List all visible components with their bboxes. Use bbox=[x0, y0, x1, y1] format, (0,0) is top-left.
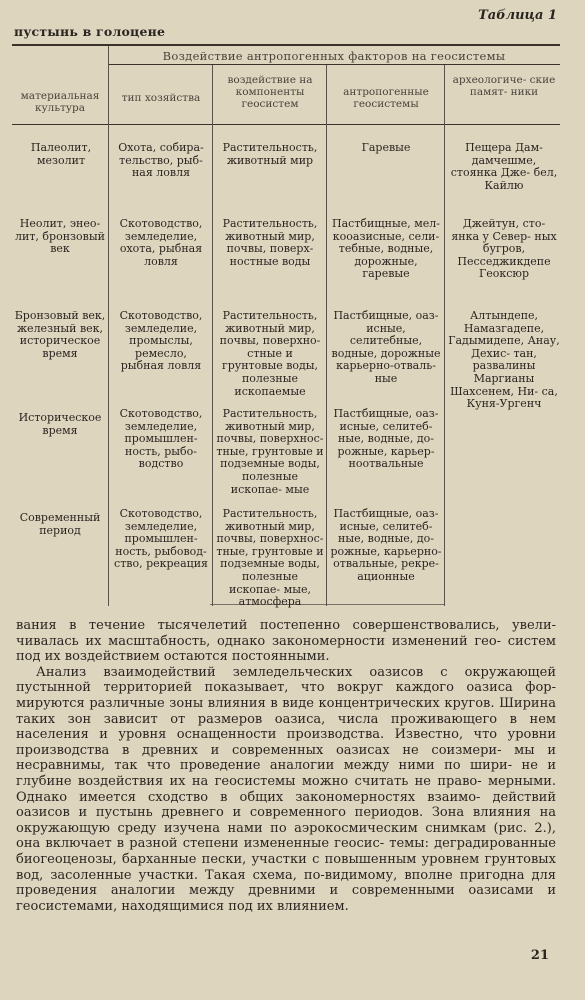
column-header-culture: материальная культура bbox=[20, 90, 100, 114]
table-label: Таблица 1 bbox=[478, 8, 557, 23]
column-header-impact: воздействие на компоненты геосистем bbox=[227, 74, 313, 110]
table-cell-economy: Скотоводство, земледелие, промыслы, ремесло, рыбная ловля bbox=[119, 309, 203, 373]
paragraph: Анализ взаимодействий земледельческих оазисов с окружающей пустынной территорией показывает, что вокруг каждого оазиса фор- мируются различные зоны влияния в виде концентрических кругов. Ширина таких зон зависит от размеров оазиса, числа проживающего в нем населения и уровня оснащенности производства. Известно, что уровни производства в древних и современных оазисах не соизмери- мы и несравнимы, так что проведение аналогии между ними по шири- не и глубине воздействия их на геосистемы можно считать не право- мерными. Однако имеется сходство в общих закономерностях взаимо- действий оазисов и пустынь древнего и современного периодов. Зона влияния на окружающую среду изучена нами по аэрокосмическим снимкам (рис. 2.), она включает в разной степени измененные геосис- темы: деградированные биогеоценозы, барханные пески, участки с повышенным уровнем грунтовых вод, засоленные участки. Такая схема, по-видимому, вполне пригодна для проведения аналогии между древними и современными оазисами и геосистемами, находящимися под их влиянием. bbox=[16, 664, 556, 914]
table-cell-sites: Пещера Дам- дамчешме, стоянка Дже- бел, Кайлю bbox=[450, 141, 558, 192]
column-header-sites: археологиче- ские памят- ники bbox=[452, 74, 556, 98]
column-divider bbox=[444, 65, 445, 606]
table-cell-culture: Историческое время bbox=[18, 411, 102, 437]
table-cell-sites: Алтындепе, Намазгадепе, Гадымидепе, Анау, Дехис- тан, развалины Маргианы Шахсенем, Ни- са, Куня-Ургенч bbox=[448, 309, 560, 411]
body-text bbox=[16, 618, 556, 914]
page-number: 21 bbox=[530, 948, 549, 963]
table-cell-geosystems: Гаревые bbox=[361, 141, 411, 154]
table-cell-economy: Скотоводство, земледелие, охота, рыбная ловля bbox=[119, 217, 203, 268]
table-cell-geosystems: Пастбищные, оаз- исные, селитеб- ные, водные, до- рожные, карьерно- отвальные, рекре- ационные bbox=[330, 507, 442, 583]
caption-rule bbox=[108, 64, 560, 65]
column-header-geosystems: антропогенные геосистемы bbox=[343, 86, 429, 110]
table-cell-economy: Скотоводство, земледелие, промышлен- ность, рыбо- водство bbox=[119, 407, 203, 471]
table-cell-impact: Растительность, животный мир, почвы, поверхнос- тные, грунтовые и подземные воды, полезные ископае- мые bbox=[216, 407, 324, 496]
table-cell-culture: Неолит, энео- лит, бронзовый век bbox=[15, 217, 105, 256]
table-group-caption: Воздействие антропогенных факторов на геосистемы bbox=[162, 49, 506, 63]
table-cell-sites: Джейтун, сто- янка у Север- ных бугров, Песседжикдепе Геоксюр bbox=[451, 217, 557, 281]
column-divider bbox=[212, 65, 213, 606]
table-cell-impact: Растительность, животный мир, почвы, поверхнос- тные, грунтовые и подземные воды, полезные ископае- мые, атмосфера bbox=[216, 507, 324, 609]
table-cell-geosystems: Пастбищные, оаз- исные, селитебные, водные, дорожные карьерно-отваль- ные bbox=[331, 309, 441, 385]
table-cell-impact: Растительность, животный мир, почвы, поверхно- стные и грунтовые воды, полезные ископаемые bbox=[219, 309, 321, 398]
table-cell-impact: Растительность, животный мир, почвы, поверх- ностные воды bbox=[222, 217, 318, 268]
table-cell-geosystems: Пастбищные, оаз- исные, селитеб- ные, водные, до- рожные, карьер- ноотвальные bbox=[333, 407, 439, 471]
table-cell-impact: Растительность, животный мир bbox=[222, 141, 318, 167]
column-divider bbox=[108, 46, 109, 606]
table-cell-geosystems: Пастбищные, мел- кооазисные, сели- тебные, водные, дорожные, гаревые bbox=[332, 217, 440, 281]
table-cell-culture: Бронзовый век, железный век, историческое время bbox=[14, 309, 106, 360]
table-cell-culture: Палеолит, мезолит bbox=[30, 141, 92, 167]
table-cell-economy: Скотоводство, земледелие, промышлен- ность, рыбовод- ство, рекреация bbox=[114, 507, 208, 571]
running-head: пустынь в голоцене bbox=[14, 24, 166, 39]
top-rule bbox=[12, 44, 560, 46]
header-rule bbox=[12, 124, 560, 125]
column-divider bbox=[326, 65, 327, 606]
table-cell-culture: Современный период bbox=[19, 511, 101, 537]
paragraph: вания в течение тысячелетий постепенно совершенствовались, увели- чивалась их масштабность, однако закономерности изменений гео- систем под их воздействием остаются постоянными. bbox=[16, 618, 556, 665]
table-cell-economy: Охота, собира- тельство, рыб- ная ловля bbox=[118, 141, 204, 180]
column-header-economy: тип хозяйства bbox=[121, 92, 201, 104]
